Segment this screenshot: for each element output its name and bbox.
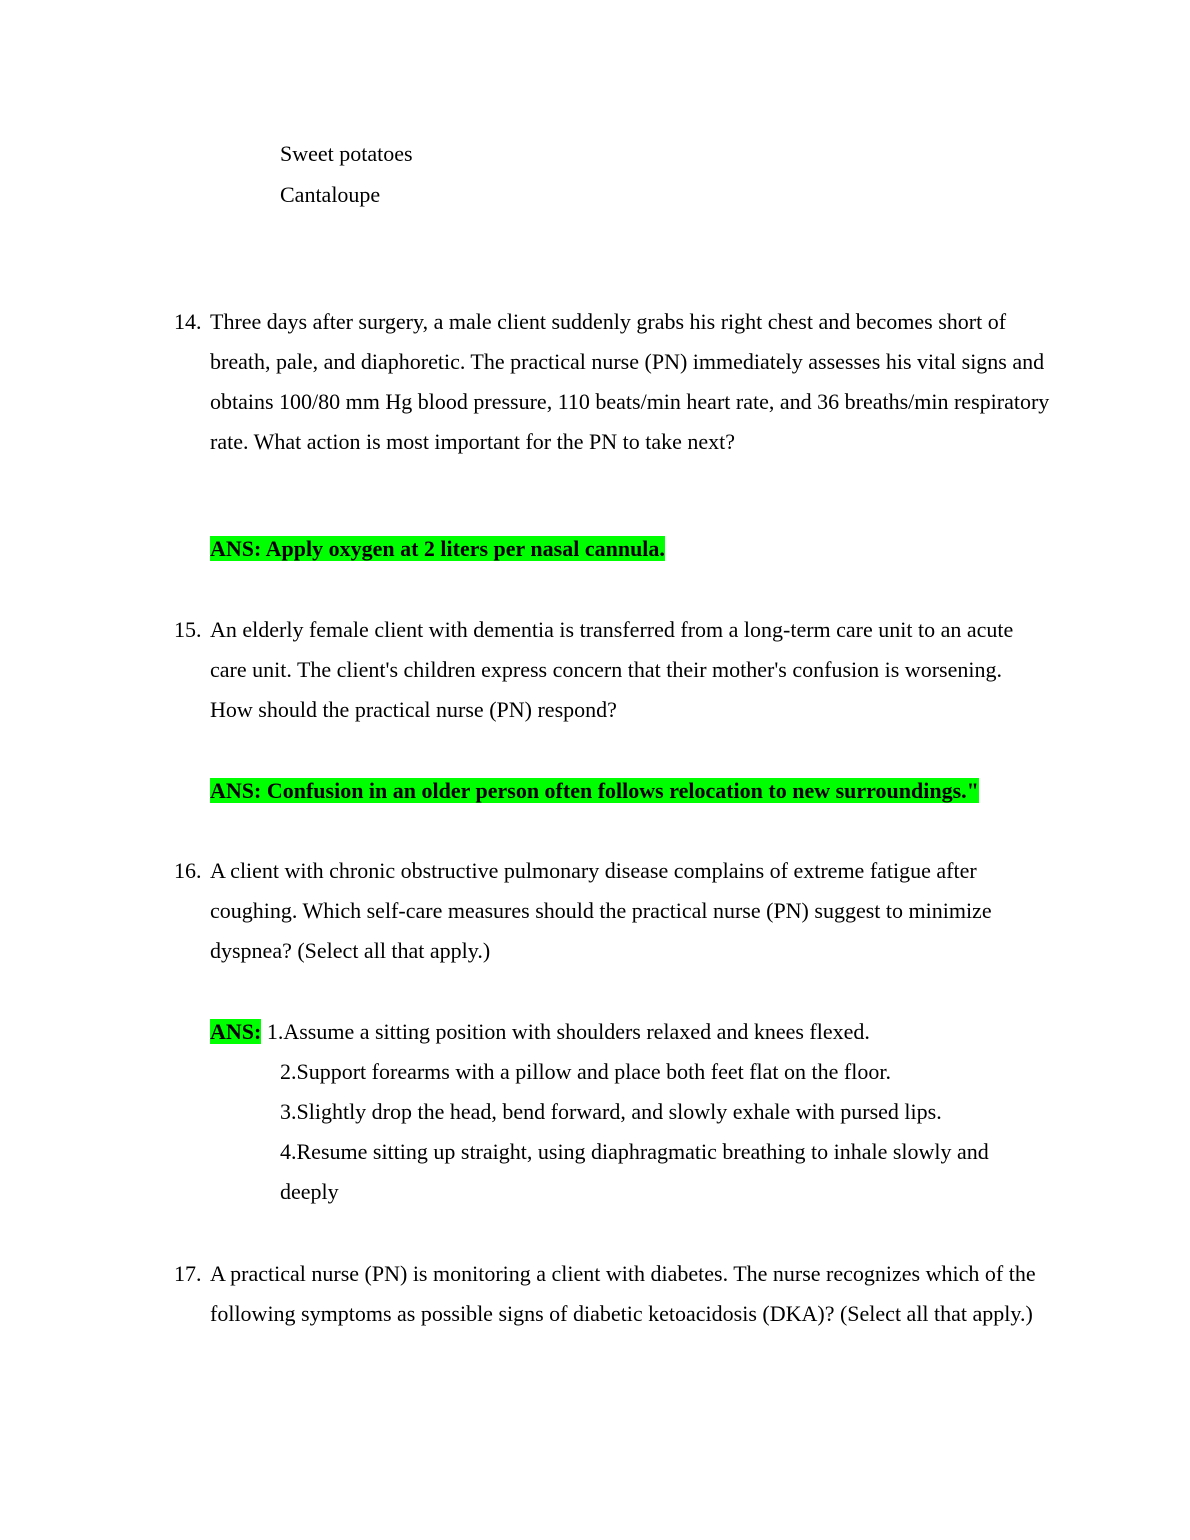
answer-label: ANS: (210, 1019, 262, 1044)
question-15-text: An elderly female client with dementia is transferred from a long-term care unit to an acute care unit. The client's children express concern that their mother's confusion is worsening. How should the practical nurse (PN) respond? (210, 617, 1014, 722)
answer-highlight: ANS: Apply oxygen at 2 liters per nasal cannula. (210, 536, 665, 561)
answer-items-list (280, 1052, 1050, 1212)
answer-item-4: 4.Resume sitting up straight, using diaphragmatic breathing to inhale slowly and deeply (280, 1139, 989, 1204)
question-17-text: A practical nurse (PN) is monitoring a client with diabetes. The nurse recognizes which of the following symptoms as possible signs of diabetic ketoacidosis (DKA)? (Select all that apply.) (210, 1261, 1036, 1326)
question-14-number: 14. (174, 309, 202, 334)
question-16-answer (210, 1019, 870, 1045)
food-item-sweet-potatoes: Sweet potatoes (280, 141, 413, 166)
question-16-number: 16. (174, 858, 202, 883)
question-14-answer (210, 536, 665, 562)
answer-highlight: ANS: Confusion in an older person often follows relocation to new surroundings." (210, 778, 979, 803)
question-16-text: A client with chronic obstructive pulmonary disease complains of extreme fatigue after coughing. Which self-care measures should the practical nurse (PN) suggest to minimize dyspnea? (Select all that apply.) (210, 858, 992, 963)
answer-item-2: 2.Support forearms with a pillow and place both feet flat on the floor. (280, 1059, 891, 1084)
answer-item-1: 1.Assume a sitting position with shoulders relaxed and knees flexed. (261, 1019, 870, 1044)
question-14-text: Three days after surgery, a male client suddenly grabs his right chest and becomes short of breath, pale, and diaphoretic. The practical nurse (PN) immediately assesses his vital signs and obtains 100/80 mm Hg blood pressure, 110 beats/min heart rate, and 36 breaths/min respiratory rate. What action is most important for the PN to take next? (210, 309, 1050, 454)
question-15-answer (210, 778, 979, 804)
question-15-number: 15. (174, 617, 202, 642)
question-17-number: 17. (174, 1261, 202, 1286)
answer-item-3: 3.Slightly drop the head, bend forward, and slowly exhale with pursed lips. (280, 1099, 942, 1124)
food-item-cantaloupe: Cantaloupe (280, 182, 381, 207)
